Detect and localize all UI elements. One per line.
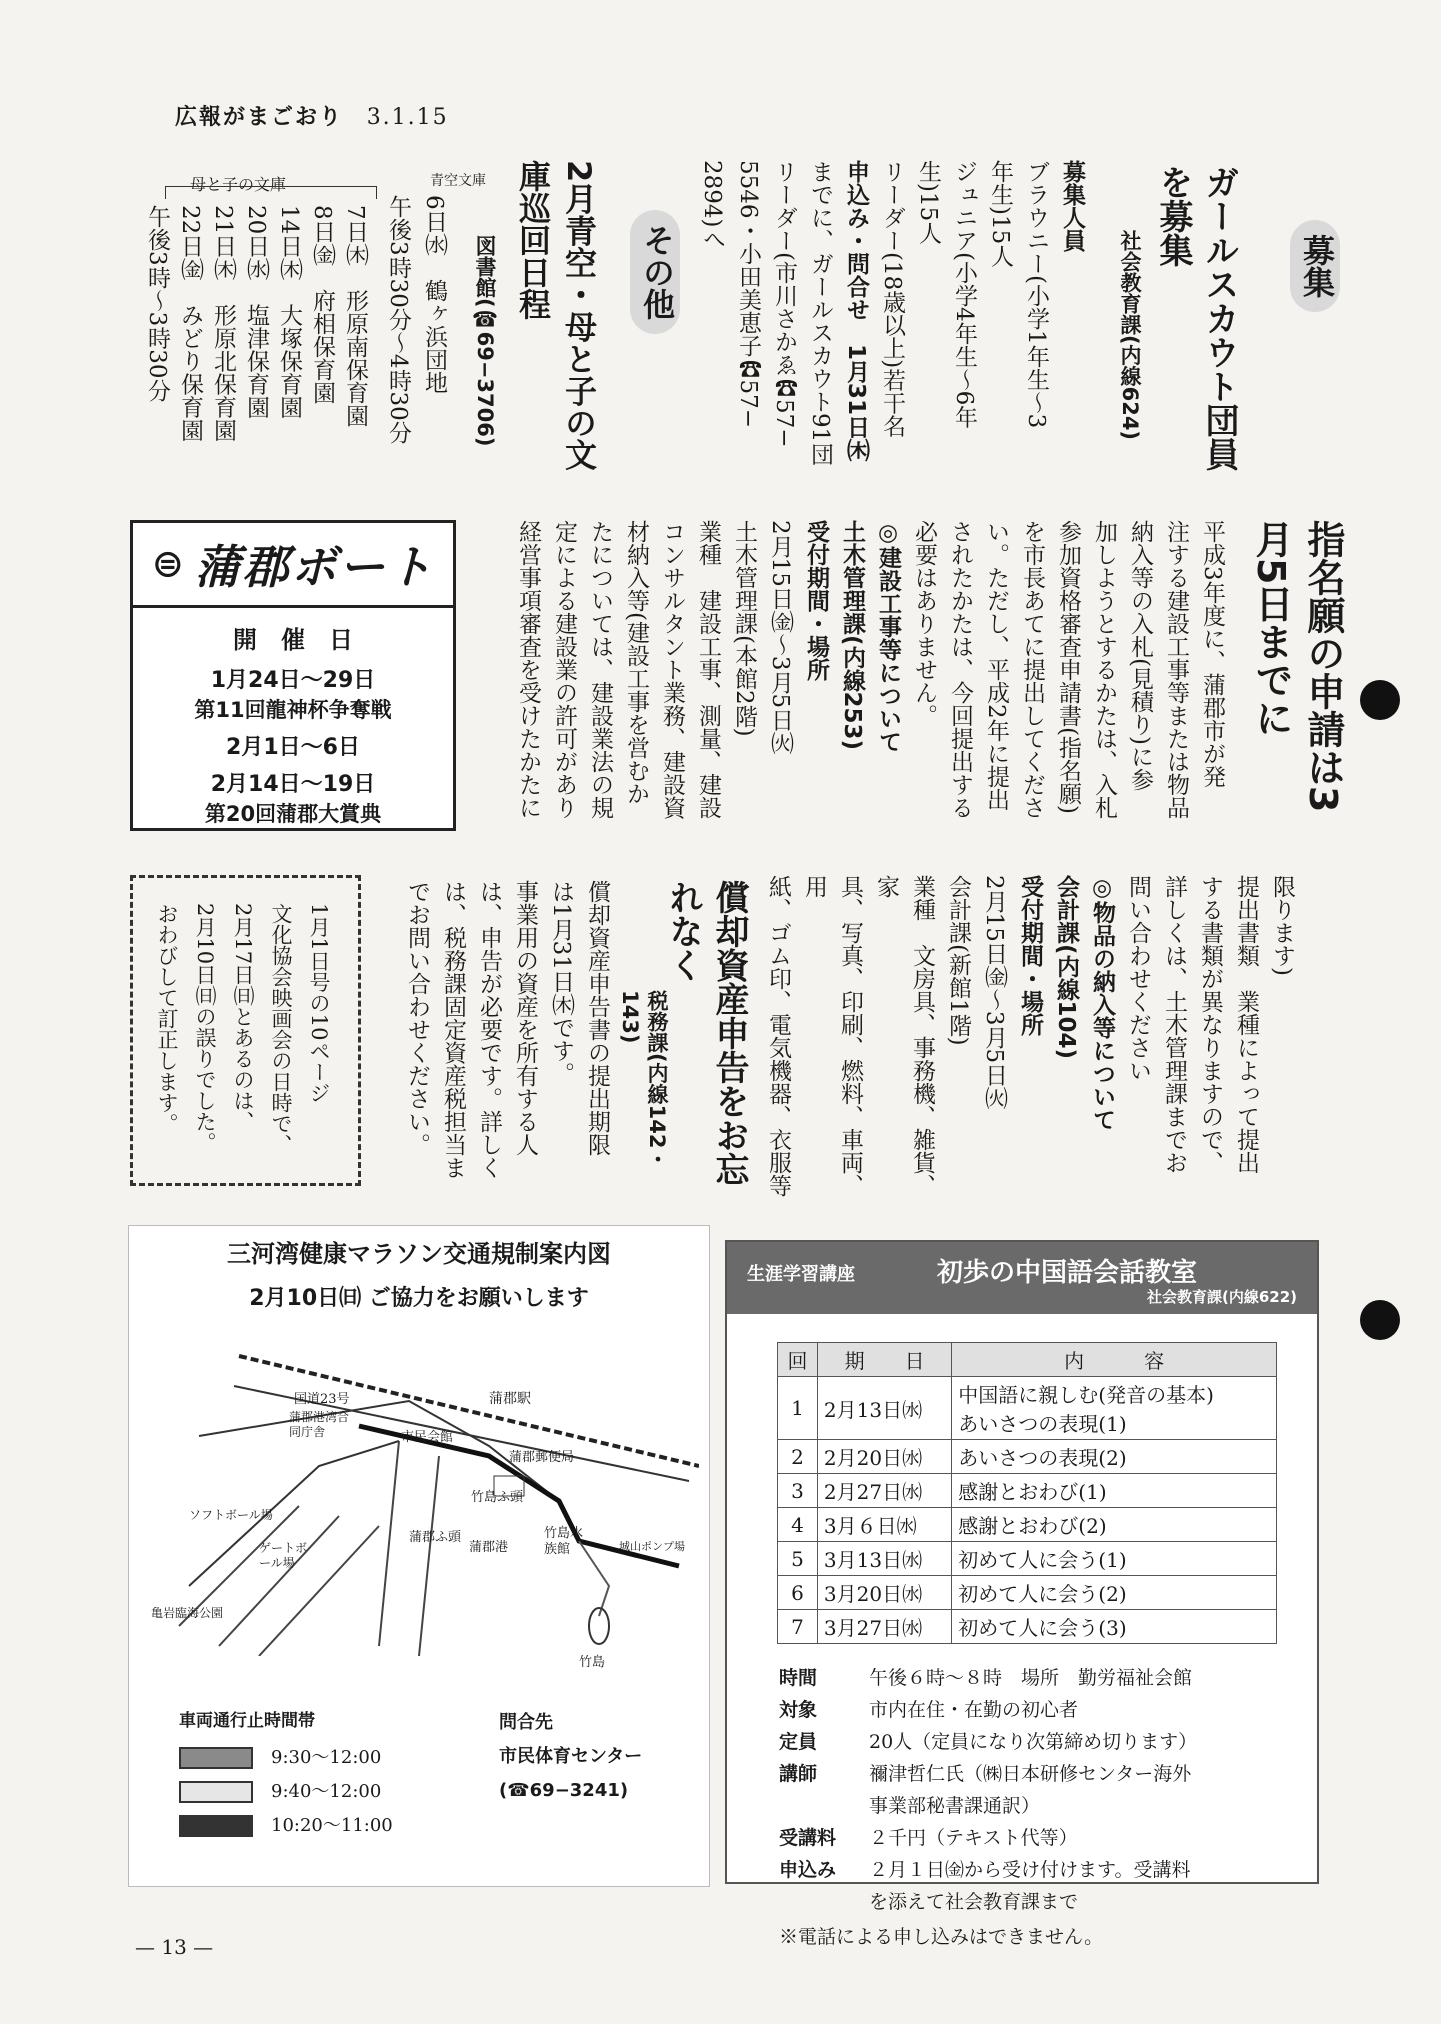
info-value: 市内在住・在勤の初心者 (869, 1699, 1079, 1721)
aozora-col-1: 午後3時30分〜4時30分 (385, 195, 411, 444)
hahako-col-5: 22日㈮ みどり保育園 (177, 205, 203, 442)
map-title: 三河湾健康マラソン交通規制案内図 (227, 1240, 611, 1268)
publication-date: 3.1.15 (366, 105, 449, 130)
publication-header (175, 100, 449, 131)
map-label-0: 国道23号 (294, 1392, 350, 1407)
map-subtitle: 2月10日㈰ ご協力をお願いします (249, 1286, 589, 1311)
shokyaku-col-5: でお問い合わせください。 (404, 880, 430, 1156)
map-label-9: 竹島水族館 (544, 1526, 584, 1557)
girlscout-col-3: ジュニア(小学4年生〜6年 (951, 160, 977, 429)
info-value: 20人（定員になり次第締め切ります） (869, 1731, 1198, 1753)
shimei2-col-8: 2月15日㈮〜3月5日㈫ (981, 875, 1007, 1110)
row-number: 4 (778, 1508, 818, 1542)
map-label-2: 蒲郡港湾合同庁舎 (289, 1410, 350, 1439)
legend-item-0 (179, 1741, 393, 1775)
map-label-4: 蒲郡郵便局 (509, 1450, 575, 1465)
girlscout-col-5: リーダー(18歳以上)若干名 (879, 160, 905, 438)
shimei-col-19: 経営事項審査を受けたかたに (515, 520, 541, 819)
shimei-col-13: 土木管理課(本館2階) (731, 520, 757, 737)
page-number: — 13 — (135, 1935, 214, 1959)
aozora-schedule (380, 195, 452, 485)
info-label: 時間 (779, 1667, 818, 1689)
boat-heading: 開 催 日 (233, 626, 353, 654)
shimei2-col-1: 提出書類 業種によって提出 (1233, 875, 1259, 1174)
row-content (952, 1576, 1277, 1610)
course-dept: 社会教育課(内線622) (1146, 1288, 1297, 1306)
table-row (778, 1508, 1277, 1542)
info-label: 定員 (779, 1731, 818, 1753)
map-label-3: 市民会館 (401, 1430, 454, 1445)
info-row (779, 1694, 1317, 1726)
table-row (778, 1610, 1277, 1644)
hahako-col-3: 20日㈬ 塩津保育園 (243, 205, 269, 419)
boat-logo-text: 蒲郡ボート (194, 540, 435, 594)
hahako-col-2: 14日㈭ 大塚保育園 (276, 205, 302, 419)
map-label-8: 蒲郡港 (469, 1540, 509, 1555)
correction-col-2: 2月17日㈰とあるのは、 (231, 903, 255, 1133)
shimei2-col-3: 詳しくは、土木管理課までお (1161, 875, 1187, 1174)
table-row (778, 1440, 1277, 1474)
contact-name: 市民体育センター (499, 1746, 643, 1767)
shimei-col-8: 必要はありません。 (911, 520, 937, 727)
shimei-col-4: 参加資格審査申請書(指名願) (1055, 520, 1081, 814)
shimei-col-10: 土木管理課(内線253) (839, 520, 865, 751)
correction-col-3: 2月10日㈰の誤りでした。 (193, 903, 217, 1154)
legend-item-2 (179, 1809, 393, 1843)
road-vertical (379, 1441, 439, 1656)
shimei2-col-12: 紙、ゴム印、電気機器、衣服等 (765, 875, 791, 1197)
row-date: 3月20日㈬ (817, 1576, 951, 1610)
shokyaku-col-0: 償却資産申告書の提出期限 (584, 880, 610, 1156)
shimei-col-14: 業種 建設工事、測量、建設 (695, 520, 721, 819)
course-title: 初歩の中国語会話教室 (937, 1258, 1198, 1288)
shimei-col-18: 定による建設業の許可があり (551, 520, 577, 819)
table-row (778, 1576, 1277, 1610)
info-row (779, 1726, 1317, 1758)
row-date: 3月６日㈬ (817, 1508, 951, 1542)
legend-swatch-1 (179, 1781, 253, 1803)
correction-col-0: 1月1日号の10ページ (307, 903, 331, 1104)
th-no: 回 (778, 1343, 818, 1377)
row-date: 3月13日㈬ (817, 1542, 951, 1576)
legend-time-2: 10:20〜11:00 (271, 1815, 393, 1836)
info-label: 申込み (779, 1859, 837, 1881)
info-value: 事業部秘書課通訳） (869, 1795, 1041, 1817)
girlscout-col-1: ブラウニー(小学1年生〜3 (1023, 160, 1049, 429)
th-content: 内 容 (952, 1343, 1277, 1377)
bullet-marker-2 (1360, 1300, 1400, 1340)
shokyaku-title: 償却資産申告をお忘れなく (663, 880, 749, 1186)
row-number: 5 (778, 1542, 818, 1576)
row-content-line-2: あいさつの表現(1) (958, 1412, 1127, 1436)
info-label: 対象 (779, 1699, 818, 1721)
shimei-col-15: コンサルタント業務、建設資 (659, 520, 685, 819)
info-row (779, 1854, 1317, 1886)
hahako-col-0: 7日㈭ 形原南保育園 (342, 205, 368, 427)
girlscout-col-10: 2894)へ (699, 160, 725, 251)
legend-item-1 (179, 1775, 393, 1809)
hahako-col-6: 午後3時〜3時30分 (144, 205, 170, 402)
row-content-line: 感謝とおわび(1) (958, 1480, 1107, 1504)
girlscout-col-9: 5546・小田美恵子☎57− (735, 160, 761, 429)
map-label-10: 城山ポンプ場 (619, 1540, 685, 1553)
shimei-col-11: 受付期間・場所 (803, 520, 829, 681)
info-row (779, 1758, 1317, 1790)
shimei-col-12: 2月15日㈮〜3月5日㈫ (767, 520, 793, 755)
shimei-body-2 (760, 875, 1300, 1205)
course-note: ※電話による申し込みはできません。 (779, 1926, 1104, 1948)
course-prefix: 生涯学習講座 (747, 1264, 855, 1285)
shimei2-col-11: 具、写真、印刷、燃料、車両、用 (801, 875, 863, 1197)
row-date: 2月27日㈬ (817, 1474, 951, 1508)
correction-col-4: おわびして訂正します。 (155, 903, 179, 1134)
hahako-col-1: 8日㈮ 府相保育園 (309, 205, 335, 404)
row-content-line: 感謝とおわび(2) (958, 1514, 1107, 1538)
row-number: 7 (778, 1610, 818, 1644)
shimei-title: 指名願の申請は3月5日までに (1249, 520, 1345, 813)
map-label-13: 竹島 (579, 1655, 606, 1670)
girlscout-col-8: リーダー(市川さかゑ☎57− (771, 160, 797, 448)
aozora-label: 青空文庫 (430, 173, 486, 189)
shokyaku-col-1: は1月31日㈭です。 (548, 880, 574, 1085)
contact-tel: (☎69−3241) (499, 1780, 629, 1801)
shimei-body (440, 520, 1230, 850)
legend-list (179, 1741, 393, 1843)
correction-notice (130, 875, 361, 1186)
publication-name: 広報がまごおり (175, 104, 344, 130)
course-schedule-table (777, 1342, 1277, 1644)
shimei2-col-4: 問い合わせください (1125, 875, 1151, 1082)
row-content (952, 1474, 1277, 1508)
course-info (779, 1662, 1317, 1918)
row-number: 3 (778, 1474, 818, 1508)
row-content (952, 1508, 1277, 1542)
shimei2-col-2: する書類が異なりますので、 (1197, 875, 1223, 1174)
info-row (779, 1822, 1317, 1854)
row-number: 6 (778, 1576, 818, 1610)
legend-title: 車両通行止時間帯 (179, 1711, 315, 1731)
shokyaku-dept: 税務課(内線142・143) (618, 990, 669, 1170)
shimei-col-5: を市長あてに提出してくださ (1019, 520, 1045, 819)
girlscout-body (690, 160, 1090, 480)
contact-label: 問合先 (499, 1712, 553, 1733)
section-label-boshu: 募集 (1290, 220, 1340, 312)
row-number: 1 (778, 1377, 818, 1440)
girlscout-col-4: 生)15人 (915, 160, 941, 245)
th-date: 期 日 (817, 1343, 951, 1377)
shimei-col-2: 納入等の入札(見積り)に参 (1127, 520, 1153, 791)
row-content (952, 1542, 1277, 1576)
shimei-col-6: い。ただし、平成2年に提出 (983, 520, 1009, 811)
girlscout-col-2: 年生)15人 (987, 160, 1013, 268)
map-contact (499, 1706, 642, 1808)
row-date: 2月13日㈬ (817, 1377, 951, 1440)
chinese-course-panel (725, 1240, 1319, 1948)
table-row (778, 1474, 1277, 1508)
bunko-title: 2月青空・母と子の文庫巡回日程 (514, 160, 598, 471)
shimei-col-3: 加しようとするかたは、入札 (1091, 520, 1117, 819)
course-title-bar (727, 1242, 1317, 1314)
info-label: 受講料 (779, 1827, 837, 1849)
road-grid (179, 1506, 379, 1656)
boat-row-0: 1月24日〜29日 (210, 668, 376, 693)
info-value: 午後６時〜８時 場所 勤労福祉会館 (869, 1667, 1193, 1689)
girlscout-col-6: 申込み・問合せ 1月31日㈭ (843, 160, 869, 462)
legend-time-0: 9:30〜12:00 (271, 1747, 382, 1768)
correction-col-1: 文化協会映画会の日時で、 (269, 903, 293, 1155)
table-row (778, 1377, 1277, 1440)
shimei2-col-5: ◎物品の納入等について (1089, 875, 1115, 1131)
shimei2-col-0: 限ります) (1269, 875, 1295, 976)
traffic-map-panel (128, 1225, 710, 1887)
section-label-sonota: その他 (630, 210, 680, 334)
shimei2-col-6: 会計課(内線104) (1053, 875, 1079, 1060)
table-row (778, 1542, 1277, 1576)
shokyaku-col-2: 事業用の資産を所有する人 (512, 880, 538, 1156)
row-content-line: あいさつの表現(2) (958, 1446, 1127, 1470)
info-value: 禰津哲仁氏（㈱日本研修センター海外 (869, 1763, 1192, 1785)
shokyaku-col-4: は、税務課固定資産税担当ま (440, 880, 466, 1179)
info-row (779, 1662, 1317, 1694)
boat-row-3: 2月14日〜19日 (210, 772, 376, 797)
legend-swatch-2 (179, 1815, 253, 1837)
boat-row-2: 2月1日〜6日 (226, 735, 360, 760)
row-content (952, 1440, 1277, 1474)
row-content-line: 初めて人に会う(1) (958, 1548, 1127, 1572)
info-label: 講師 (779, 1763, 818, 1785)
boat-row-1: 第11回龍神杯争奪戦 (194, 698, 392, 722)
shimei2-col-9: 会計課(新館1階) (945, 875, 971, 1046)
shimei-col-1: 注する建設工事等または物品 (1163, 520, 1189, 819)
info-value: ２千円（テキスト代等） (869, 1827, 1078, 1849)
map-label-6: ソフトボール場 (189, 1508, 273, 1522)
legend-time-1: 9:40〜12:00 (271, 1781, 382, 1802)
boat-logo (133, 523, 453, 608)
row-number: 2 (778, 1440, 818, 1474)
shimei-col-16: 材納入等(建設工事を営むか (623, 520, 649, 805)
bullet-marker (1360, 680, 1400, 720)
aozora-col-0: 6日㈬ 鶴ヶ浜団地 (421, 195, 447, 394)
bunko-dept: 図書館(☎69−3706) (473, 235, 497, 447)
hahako-schedule (140, 205, 371, 485)
row-content-line: 初めて人に会う(3) (958, 1616, 1127, 1640)
map-label-5: 竹島ふ頭 (471, 1490, 524, 1505)
hahako-bracket (165, 186, 377, 199)
map-label-7: 蒲郡ふ頭 (409, 1530, 462, 1545)
girlscout-col-7: までに、ガールスカウト91団 (807, 160, 833, 466)
row-date: 2月20日㈬ (817, 1440, 951, 1474)
map-label-12: 亀岩臨海公園 (151, 1606, 224, 1620)
shimei-col-17: たについては、建設業法の規 (587, 520, 613, 819)
girlscout-col-0: 募集人員 (1059, 160, 1085, 252)
info-row (779, 1790, 1317, 1822)
info-value: を添えて社会教育課まで (869, 1891, 1079, 1913)
shimei-col-7: されたかたは、今回提出する (947, 520, 973, 819)
shimei2-col-7: 受付期間・場所 (1017, 875, 1043, 1036)
girlscout-dept: 社会教育課(内線624) (1118, 230, 1142, 441)
shimei-col-9: ◎建設工事等について (875, 520, 901, 753)
shokyaku-body (385, 880, 615, 1210)
shokyaku-col-3: は、申告が必要です。詳しく (476, 880, 502, 1179)
shimei2-col-10: 業種 文房具、事務機、雑貨、家 (873, 875, 935, 1197)
row-content-line: 中国語に親しむ(発音の基本) (958, 1383, 1214, 1407)
map-label-1: 蒲郡駅 (489, 1391, 531, 1407)
row-date: 3月27日㈬ (817, 1610, 951, 1644)
info-value: ２月１日㈮から受け付けます。受講料 (869, 1859, 1191, 1881)
info-row (779, 1886, 1317, 1918)
hahako-label: 母と子の文庫 (190, 175, 287, 194)
boat-row-4: 第20回蒲郡大賞典 (204, 802, 382, 826)
boat-logo-icon: ⊜ (151, 541, 185, 587)
map-label-11: ゲートボール場 (259, 1541, 308, 1570)
girlscout-title: ガールスカウト団員を募集 (1153, 165, 1239, 471)
hahako-col-4: 21日㈭ 形原北保育園 (210, 205, 236, 442)
legend-swatch-0 (179, 1747, 253, 1769)
boat-race-ad (130, 520, 456, 831)
row-content-line: 初めて人に会う(2) (958, 1582, 1127, 1606)
shimei-col-0: 平成3年度に、蒲郡市が発 (1199, 520, 1225, 788)
row-content (952, 1610, 1277, 1644)
row-content (952, 1377, 1277, 1440)
